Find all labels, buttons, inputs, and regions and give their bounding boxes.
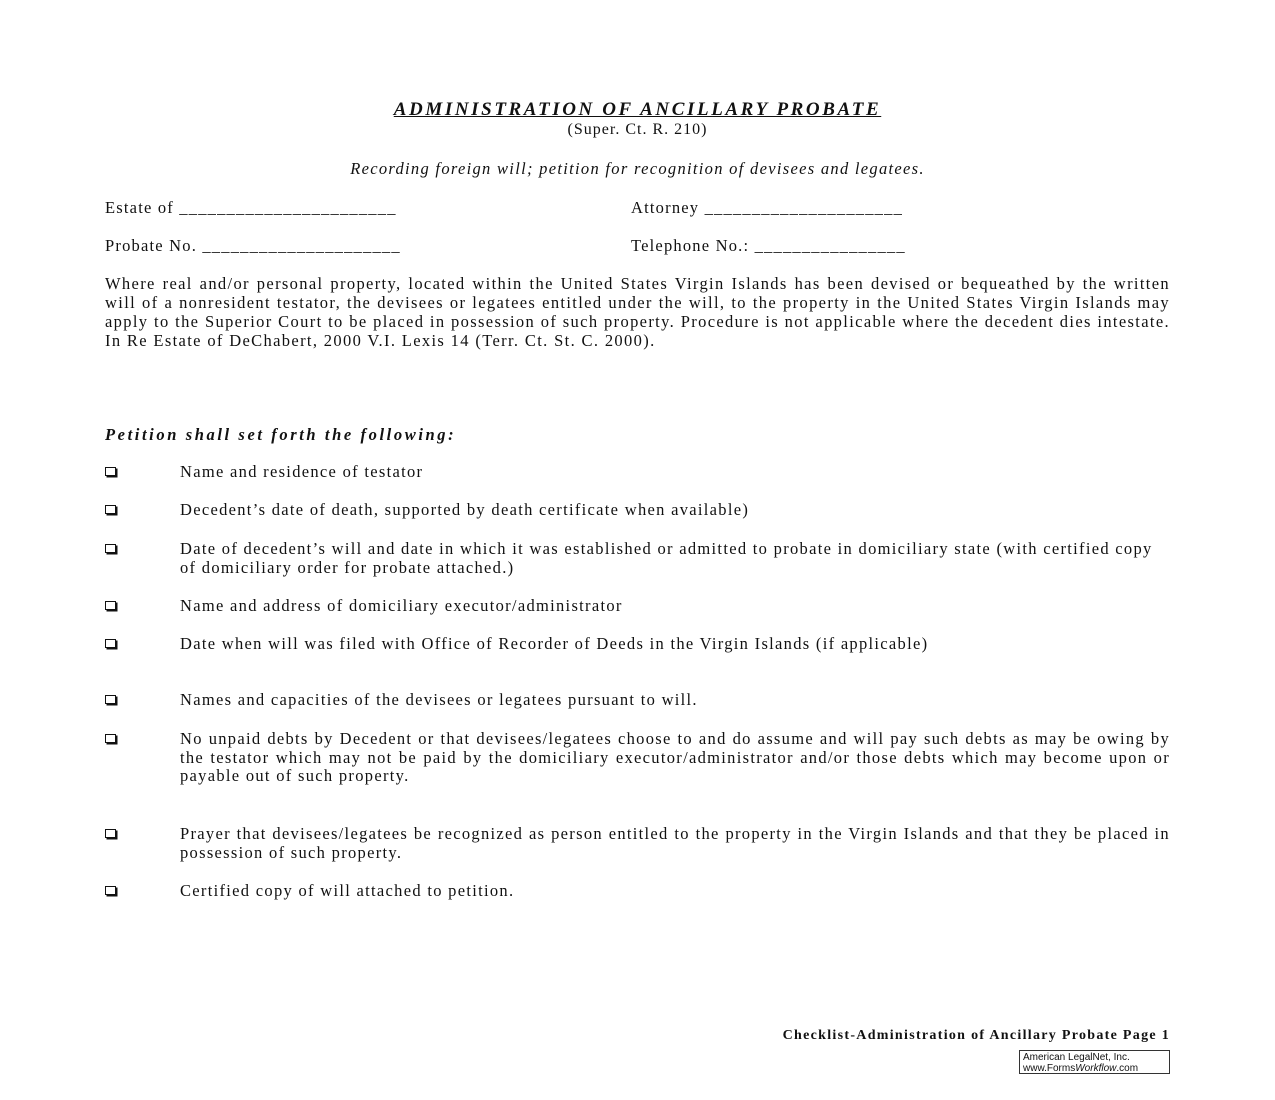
checkbox-icon: [105, 829, 116, 838]
telephone-no-field: Telephone No.: ________________: [631, 236, 906, 255]
publisher-badge: [1019, 1050, 1170, 1074]
estate-of-field: Estate of _______________________: [105, 198, 397, 217]
document-title: ADMINISTRATION OF ANCILLARY PROBATE: [393, 99, 882, 120]
checkbox-icon: [105, 544, 116, 553]
checklist-heading: Petition shall set forth the following:: [105, 425, 457, 444]
checklist-item: Date of decedent’s will and date in which it was established or admitted to probate in domiciliary state (with certified copy of domiciliary order for probate attached.): [105, 540, 1170, 577]
page-footer: Checklist-Administration of Ancillary Probate Page 1: [782, 1028, 1170, 1043]
checkbox-icon: [105, 467, 116, 476]
checkbox-icon: [105, 886, 116, 895]
checkbox-icon: [105, 734, 116, 743]
checkbox-icon: [105, 639, 116, 648]
checklist-item: Date when will was filed with Office of Recorder of Deeds in the Virgin Islands (if applicable): [105, 635, 1170, 654]
checkbox-icon: [105, 695, 116, 704]
publisher-url: www.FormsWorkflow.com: [1023, 1063, 1139, 1074]
attorney-field: Attorney _____________________: [631, 198, 904, 217]
checkbox-icon: [105, 505, 116, 514]
checklist-item: No unpaid debts by Decedent or that devisees/legatees choose to and do assume and will pay such debts as may be owing by the testator which may not be paid by the domiciliary executor/administrator and/or those debts which may become upon or payable out of such property.: [105, 730, 1170, 786]
checkbox-icon: [105, 601, 116, 610]
probate-no-field: Probate No. _____________________: [105, 236, 401, 255]
checklist-item: Prayer that devisees/legatees be recognized as person entitled to the property in the Virgin Islands and that they be placed in possession of such property.: [105, 825, 1170, 862]
checklist-item: Name and address of domiciliary executor/administrator: [105, 597, 1170, 616]
checklist-item: Decedent’s date of death, supported by death certificate when available): [105, 501, 1170, 520]
rule-reference: (Super. Ct. R. 210): [567, 121, 708, 138]
checklist-item: Name and residence of testator: [105, 463, 1170, 482]
publisher-name: American LegalNet, Inc.: [1023, 1052, 1130, 1063]
checklist-item: Names and capacities of the devisees or legatees pursuant to will.: [105, 691, 1170, 710]
intro-paragraph: Where real and/or personal property, located within the United States Virgin Islands has been devised or bequeathed by the written will of a nonresident testator, the devisees or legatees entitled under the will, to the property in the United States Virgin Islands may apply to the Superior Court to be placed in possession of such property. Procedure is not applicable where the decedent dies intestate. In Re Estate of DeChabert, 2000 V.I. Lexis 14 (Terr. Ct. St. C. 2000).: [105, 274, 1170, 350]
document-subtitle: Recording foreign will; petition for recognition of devisees and legatees.: [350, 159, 925, 178]
checklist-item: Certified copy of will attached to petition.: [105, 882, 1170, 901]
